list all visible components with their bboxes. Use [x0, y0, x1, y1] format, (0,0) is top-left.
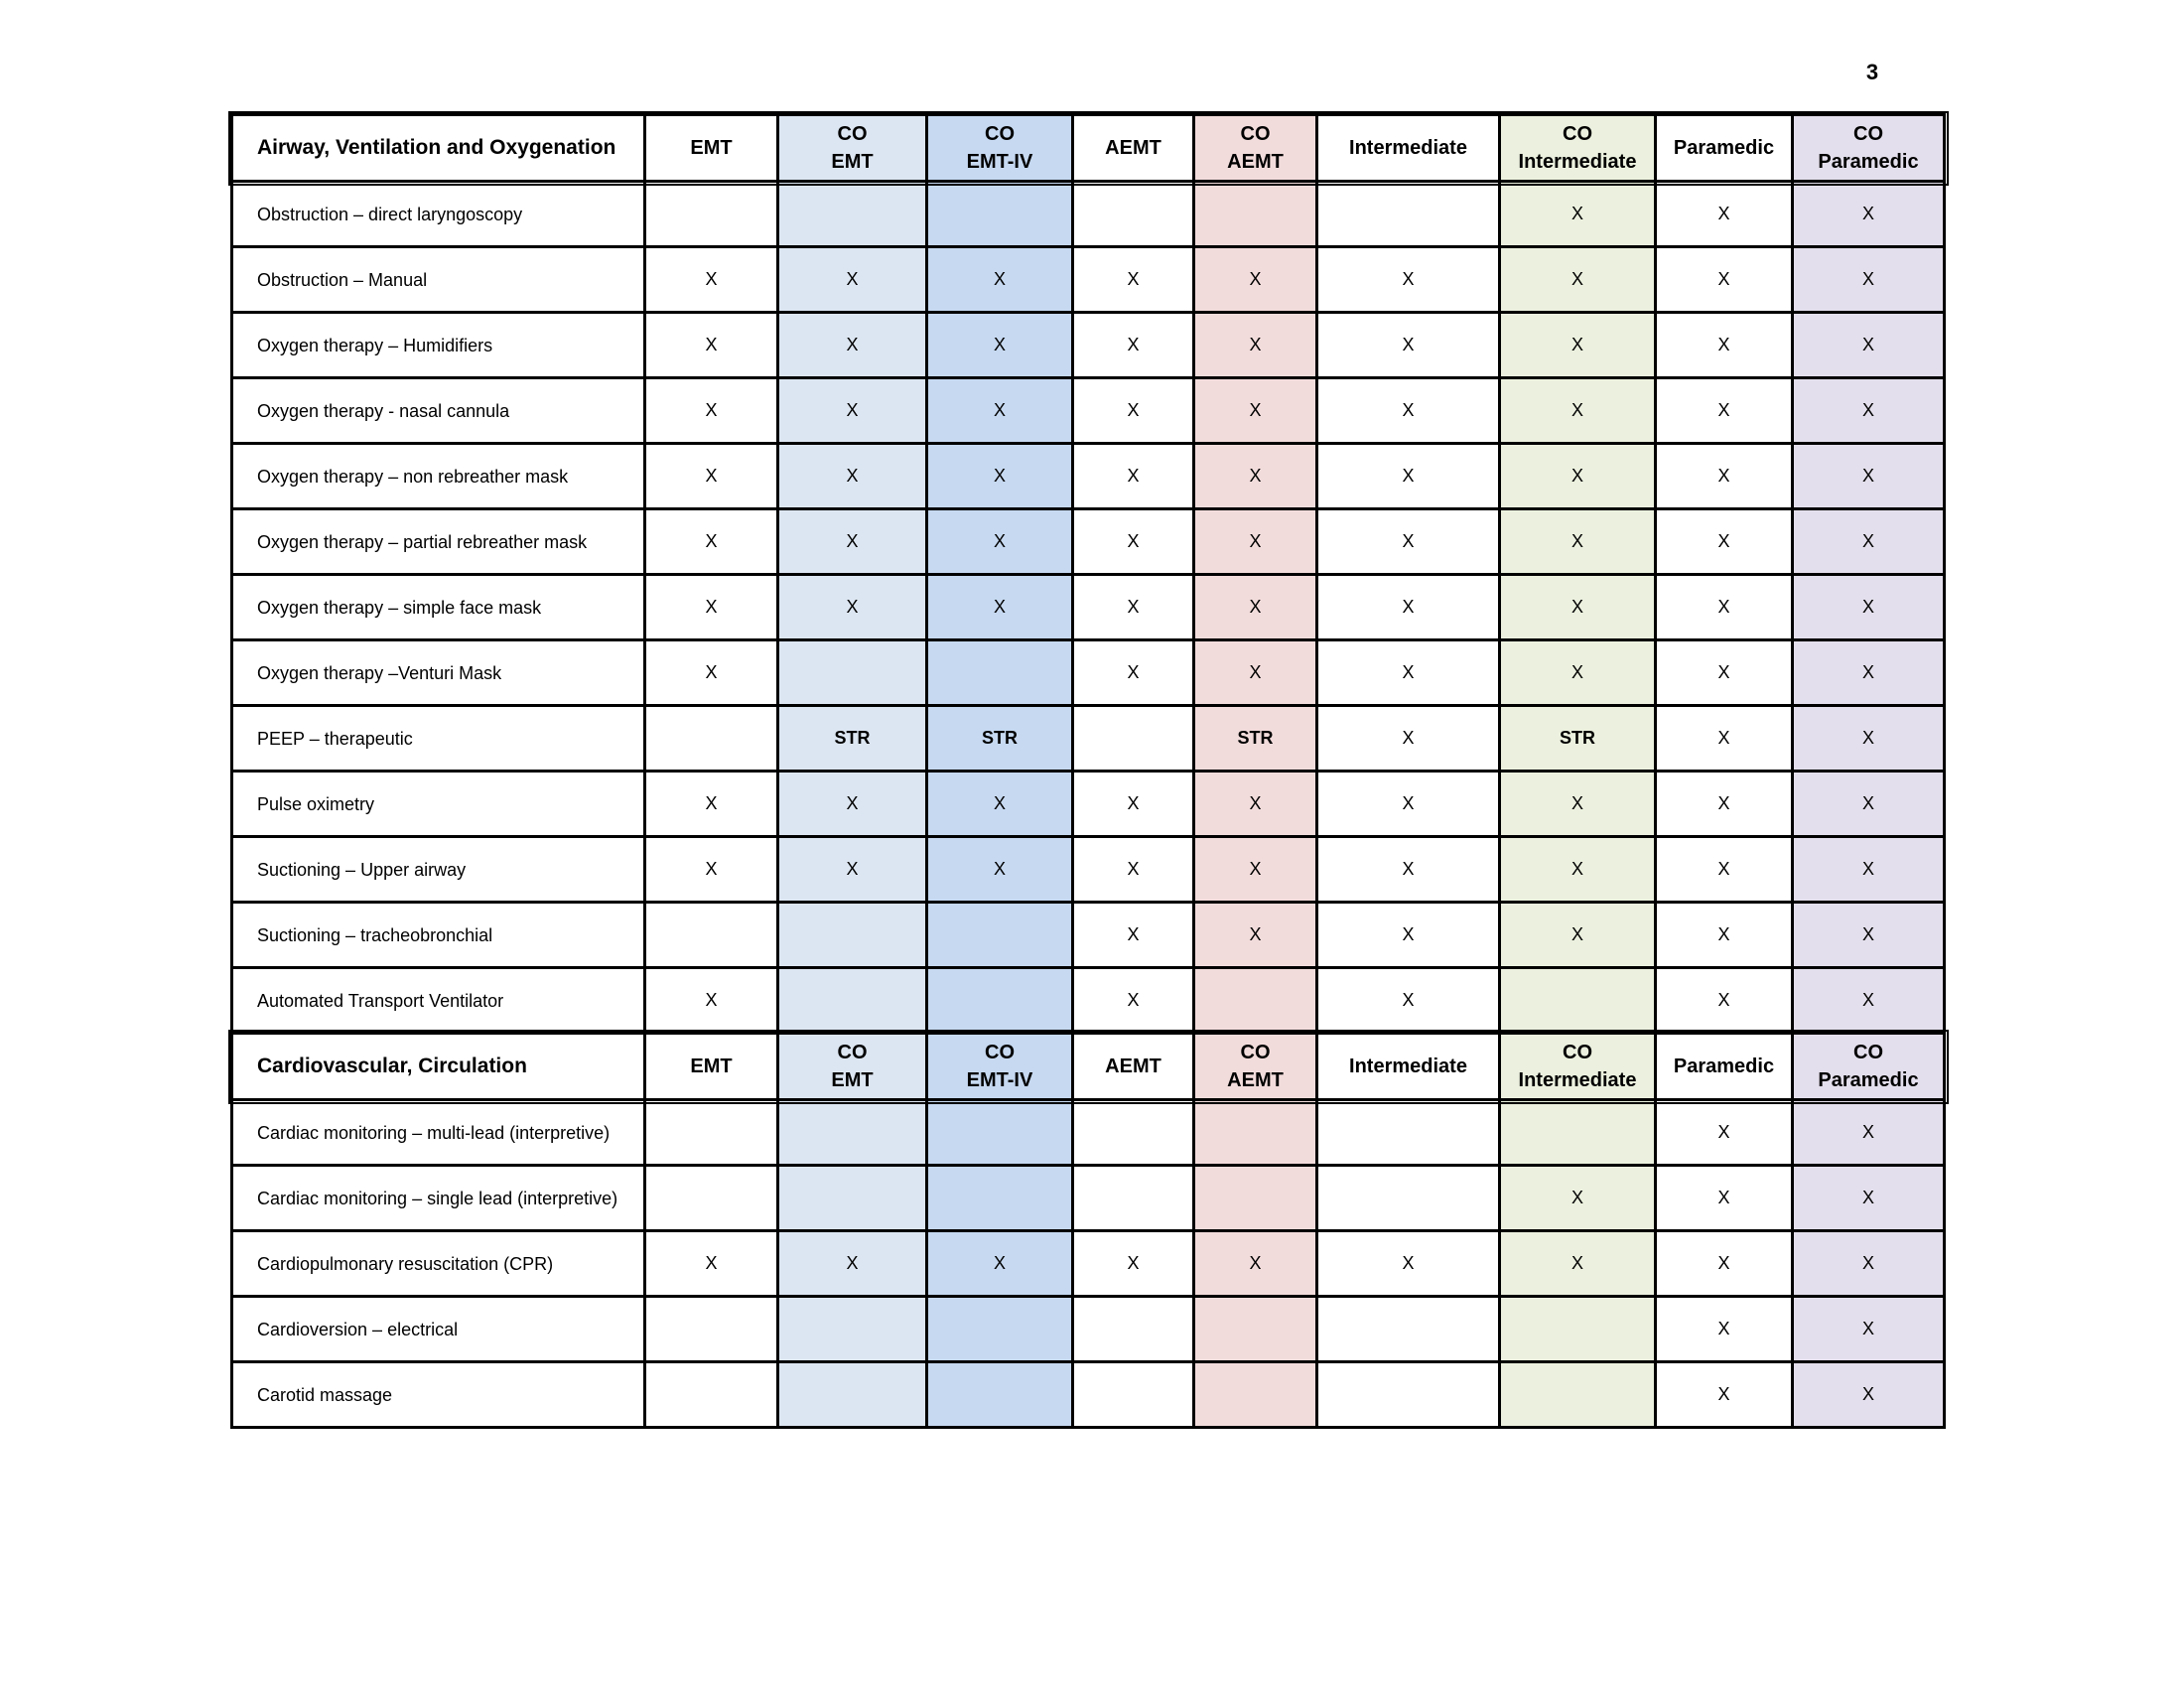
skill-name: Oxygen therapy – partial rebreather mask [232, 509, 645, 575]
skill-mark [1073, 1362, 1194, 1428]
skill-mark: X [927, 247, 1073, 313]
skill-row [232, 640, 1945, 706]
skill-mark [1317, 1166, 1500, 1231]
skill-mark: X [1073, 640, 1194, 706]
skill-mark: X [927, 444, 1073, 509]
skill-row [232, 903, 1945, 968]
skill-mark [1194, 182, 1317, 247]
skill-mark: X [1194, 640, 1317, 706]
skill-name: Oxygen therapy – non rebreather mask [232, 444, 645, 509]
skill-mark: X [778, 378, 927, 444]
column-header: CO EMT [778, 1034, 927, 1100]
skill-mark [645, 1297, 778, 1362]
skill-mark: X [1073, 444, 1194, 509]
skill-mark [927, 640, 1073, 706]
skill-mark: X [778, 772, 927, 837]
skill-row [232, 1362, 1945, 1428]
skill-mark [1194, 1166, 1317, 1231]
skill-mark [1194, 1297, 1317, 1362]
skill-row [232, 1166, 1945, 1231]
skill-mark: X [927, 509, 1073, 575]
skill-mark [645, 1362, 778, 1428]
skill-mark: X [1194, 575, 1317, 640]
skill-mark: X [1073, 1231, 1194, 1297]
skill-name: Oxygen therapy – Humidifiers [232, 313, 645, 378]
skill-mark [927, 1362, 1073, 1428]
skill-mark: X [1194, 772, 1317, 837]
skill-mark: X [1317, 378, 1500, 444]
skill-mark: X [1793, 509, 1945, 575]
skill-mark: X [645, 1231, 778, 1297]
column-header: CO AEMT [1194, 1034, 1317, 1100]
skill-row [232, 247, 1945, 313]
skill-mark [1194, 968, 1317, 1034]
skill-mark [1317, 1100, 1500, 1166]
skill-mark: X [645, 313, 778, 378]
skill-mark: X [1194, 837, 1317, 903]
skill-mark: X [645, 247, 778, 313]
skill-mark [1500, 1297, 1656, 1362]
skill-mark: X [1500, 640, 1656, 706]
skill-mark: STR [778, 706, 927, 772]
skill-name: Oxygen therapy - nasal cannula [232, 378, 645, 444]
skill-mark: STR [927, 706, 1073, 772]
skill-mark [645, 1166, 778, 1231]
skill-mark: X [1317, 575, 1500, 640]
skill-mark: X [1793, 903, 1945, 968]
skill-mark: X [1194, 313, 1317, 378]
skill-name: Obstruction – direct laryngoscopy [232, 182, 645, 247]
skill-name: Oxygen therapy –Venturi Mask [232, 640, 645, 706]
skill-mark: X [778, 247, 927, 313]
skill-mark: X [1793, 182, 1945, 247]
skill-mark [1073, 706, 1194, 772]
skill-mark [1073, 1100, 1194, 1166]
skill-name: Cardiopulmonary resuscitation (CPR) [232, 1231, 645, 1297]
skill-mark: STR [1500, 706, 1656, 772]
skill-mark: X [1317, 968, 1500, 1034]
skill-mark [927, 1166, 1073, 1231]
skill-mark: X [1500, 378, 1656, 444]
column-header: CO AEMT [1194, 115, 1317, 182]
skill-mark: X [927, 313, 1073, 378]
skill-mark [927, 1297, 1073, 1362]
skill-row [232, 968, 1945, 1034]
skill-mark: X [1793, 247, 1945, 313]
skill-mark: X [1656, 837, 1793, 903]
skill-row [232, 182, 1945, 247]
skill-mark: X [1317, 444, 1500, 509]
skill-name: Suctioning – tracheobronchial [232, 903, 645, 968]
skill-mark [778, 640, 927, 706]
skill-mark: X [1793, 640, 1945, 706]
skill-mark: X [1073, 968, 1194, 1034]
skill-row [232, 706, 1945, 772]
skill-mark: X [1656, 1100, 1793, 1166]
skill-mark: X [1656, 640, 1793, 706]
skill-mark [1317, 1297, 1500, 1362]
skill-mark: X [1793, 968, 1945, 1034]
skill-name: PEEP – therapeutic [232, 706, 645, 772]
column-header: Paramedic [1656, 1034, 1793, 1100]
skill-mark: X [778, 837, 927, 903]
column-header: EMT [645, 1034, 778, 1100]
skill-mark [778, 903, 927, 968]
section-title: Airway, Ventilation and Oxygenation [232, 115, 645, 182]
skill-mark: X [1073, 837, 1194, 903]
skill-mark: X [1073, 313, 1194, 378]
skill-row [232, 575, 1945, 640]
skill-mark: X [1656, 1297, 1793, 1362]
skill-name: Suctioning – Upper airway [232, 837, 645, 903]
column-header: AEMT [1073, 1034, 1194, 1100]
skill-mark: X [1500, 903, 1656, 968]
skill-row [232, 313, 1945, 378]
skill-mark: X [1656, 509, 1793, 575]
skill-mark: X [1500, 1166, 1656, 1231]
skill-mark: X [1656, 1166, 1793, 1231]
skill-mark [1194, 1362, 1317, 1428]
column-header: Intermediate [1317, 115, 1500, 182]
skill-mark: X [1656, 378, 1793, 444]
skill-mark: X [1317, 837, 1500, 903]
skill-row [232, 1297, 1945, 1362]
skill-mark [778, 1297, 927, 1362]
skill-mark: X [1500, 182, 1656, 247]
skill-mark [1073, 1166, 1194, 1231]
skill-mark: X [1793, 706, 1945, 772]
skill-mark: X [1793, 1297, 1945, 1362]
skill-mark [778, 1362, 927, 1428]
skill-mark: X [1073, 509, 1194, 575]
skill-mark [1317, 1362, 1500, 1428]
skill-mark: X [1793, 772, 1945, 837]
skill-mark: X [927, 837, 1073, 903]
skill-mark: X [778, 1231, 927, 1297]
section-title: Cardiovascular, Circulation [232, 1034, 645, 1100]
skill-mark: X [645, 837, 778, 903]
skill-name: Obstruction – Manual [232, 247, 645, 313]
skill-row [232, 1100, 1945, 1166]
skill-mark: X [1194, 247, 1317, 313]
skill-mark: X [1317, 247, 1500, 313]
skill-name: Oxygen therapy – simple face mask [232, 575, 645, 640]
skill-mark: X [645, 968, 778, 1034]
skill-mark [778, 1166, 927, 1231]
skill-mark: X [1317, 313, 1500, 378]
column-header: CO Intermediate [1500, 115, 1656, 182]
skill-row [232, 444, 1945, 509]
skill-mark: X [1317, 706, 1500, 772]
skill-mark: X [1656, 247, 1793, 313]
skill-mark: X [1194, 509, 1317, 575]
skill-mark: X [1317, 640, 1500, 706]
skill-mark: X [1656, 313, 1793, 378]
skill-mark: X [1317, 903, 1500, 968]
skill-mark: X [927, 378, 1073, 444]
skill-mark: X [1317, 509, 1500, 575]
skill-row [232, 378, 1945, 444]
skill-mark [1500, 1362, 1656, 1428]
skill-mark: X [778, 509, 927, 575]
skill-mark [645, 706, 778, 772]
skill-mark: X [1500, 509, 1656, 575]
skill-mark [1194, 1100, 1317, 1166]
skill-mark: X [1194, 378, 1317, 444]
skill-mark: X [1500, 575, 1656, 640]
skill-mark: X [778, 444, 927, 509]
skill-mark [1500, 1100, 1656, 1166]
skill-mark: X [1500, 247, 1656, 313]
column-header: Intermediate [1317, 1034, 1500, 1100]
skill-mark: X [1194, 444, 1317, 509]
skill-mark: X [1500, 313, 1656, 378]
skill-mark: X [1793, 378, 1945, 444]
skill-name: Pulse oximetry [232, 772, 645, 837]
skill-mark [645, 903, 778, 968]
skill-mark: X [1793, 1100, 1945, 1166]
skill-mark: X [645, 444, 778, 509]
skill-mark: X [645, 772, 778, 837]
column-header: Paramedic [1656, 115, 1793, 182]
skill-mark: X [645, 640, 778, 706]
skill-mark: X [1656, 903, 1793, 968]
skill-name: Carotid massage [232, 1362, 645, 1428]
skill-mark: X [1656, 182, 1793, 247]
skill-name: Cardioversion – electrical [232, 1297, 645, 1362]
skill-mark: X [1500, 444, 1656, 509]
skill-name: Automated Transport Ventilator [232, 968, 645, 1034]
skill-mark [927, 1100, 1073, 1166]
skill-mark [1073, 1297, 1194, 1362]
column-header: CO Paramedic [1793, 1034, 1945, 1100]
skill-row [232, 1231, 1945, 1297]
skill-row [232, 509, 1945, 575]
section-header-row [232, 115, 1945, 182]
skill-mark: X [927, 575, 1073, 640]
skill-mark [927, 182, 1073, 247]
column-header: EMT [645, 115, 778, 182]
column-header: CO Intermediate [1500, 1034, 1656, 1100]
skill-mark: X [1194, 903, 1317, 968]
skill-mark: X [1656, 1231, 1793, 1297]
skill-mark [1317, 182, 1500, 247]
skill-mark: X [645, 575, 778, 640]
skill-mark: X [778, 575, 927, 640]
skill-mark [927, 903, 1073, 968]
skill-name: Cardiac monitoring – single lead (interpretive) [232, 1166, 645, 1231]
skill-mark: X [1073, 378, 1194, 444]
skill-mark: X [1317, 772, 1500, 837]
skill-mark [645, 1100, 778, 1166]
skill-mark: X [1317, 1231, 1500, 1297]
column-header: CO EMT-IV [927, 1034, 1073, 1100]
skill-mark [1500, 968, 1656, 1034]
skill-mark [778, 1100, 927, 1166]
page-number: 3 [1865, 60, 1879, 84]
skill-mark: X [1793, 1231, 1945, 1297]
skill-mark: X [1656, 1362, 1793, 1428]
skill-mark [927, 968, 1073, 1034]
skill-mark: X [778, 313, 927, 378]
skill-mark: X [927, 772, 1073, 837]
skill-mark: X [1793, 1362, 1945, 1428]
skill-row [232, 837, 1945, 903]
section-header-row [232, 1034, 1945, 1100]
skill-mark: X [1194, 1231, 1317, 1297]
skill-mark: X [1656, 575, 1793, 640]
skill-mark: X [1073, 575, 1194, 640]
skill-mark: X [1793, 837, 1945, 903]
skill-mark: X [645, 509, 778, 575]
skill-mark: X [1656, 772, 1793, 837]
skill-mark [778, 182, 927, 247]
skill-mark: X [1500, 1231, 1656, 1297]
column-header: CO EMT-IV [927, 115, 1073, 182]
skill-mark: STR [1194, 706, 1317, 772]
skill-mark: X [1793, 313, 1945, 378]
skill-row [232, 772, 1945, 837]
skill-mark: X [1500, 772, 1656, 837]
skill-name: Cardiac monitoring – multi-lead (interpretive) [232, 1100, 645, 1166]
skill-mark: X [1656, 706, 1793, 772]
skill-mark: X [1073, 772, 1194, 837]
column-header: AEMT [1073, 115, 1194, 182]
skill-mark: X [1500, 837, 1656, 903]
skill-mark [778, 968, 927, 1034]
skill-mark: X [1793, 444, 1945, 509]
skill-mark: X [1073, 247, 1194, 313]
skill-mark: X [927, 1231, 1073, 1297]
scope-of-practice-table [230, 113, 1946, 1429]
skill-mark: X [1793, 575, 1945, 640]
skill-mark: X [1656, 444, 1793, 509]
column-header: CO EMT [778, 115, 927, 182]
skill-mark [645, 182, 778, 247]
skill-mark [1073, 182, 1194, 247]
skill-mark: X [1656, 968, 1793, 1034]
skill-mark: X [1073, 903, 1194, 968]
column-header: CO Paramedic [1793, 115, 1945, 182]
skill-mark: X [645, 378, 778, 444]
skill-mark: X [1793, 1166, 1945, 1231]
